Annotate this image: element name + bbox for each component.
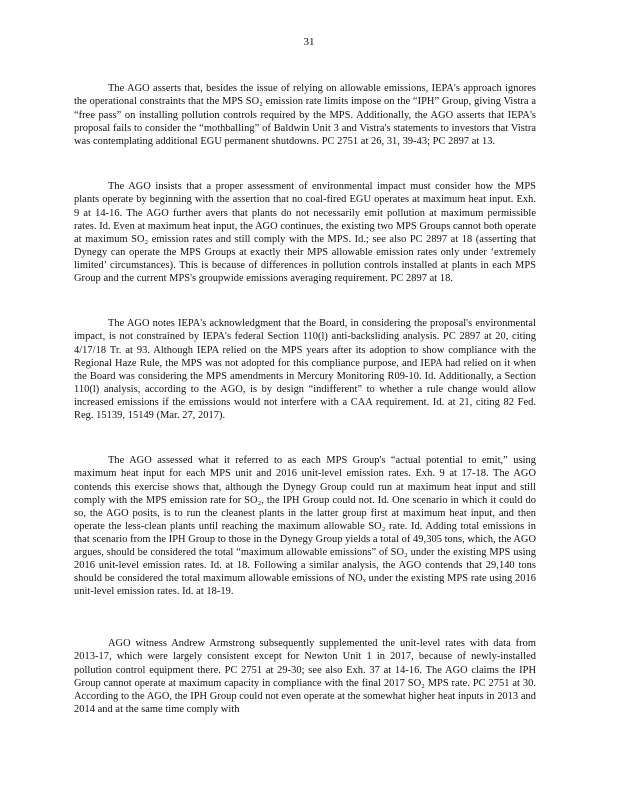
paragraph-1: The AGO asserts that, besides the issue of relying on allowable emissions, IEPA's approach ignores the operational constraints that the MPS SO₂ emission rate limits impose on the “IPH” Group, giving Vistra a “free pass” on installing pollution controls required by the MPS. Additionally, the AGO asserts that IEPA's proposal fails to consider the “mothballing” of Baldwin Unit 3 and Vistra's statements to investors that Vistra was contemplating additional EGU permanent shutdowns. PC 2751 at 26, 31, 39-43; PC 2897 at 13.: [74, 83, 536, 147]
paragraph-3: The AGO notes IEPA's acknowledgment that the Board, in considering the proposal's environmental impact, is not constrained by IEPA's federal Section 110(l) anti-backsliding analysis. PC 2897 at 20, citing 4/17/18 Tr. at 93. Although IEPA relied on the MPS years after its adoption to show compliance with the Regional Haze Rule, the MPS was not adopted for this compliance purpose, and IEPA had relied on it when the Board was considering the MPS amendments in Mercury Monitoring R09-10. Id. Additionally, a Section 110(l) analysis, according to the AGO, is by design “indifferent” to whether a rule change would allow increased emissions if the emissions would not interfere with a CAA requirement. Id. at 21, citing 82 Fed. Reg. 15139, 15149 (Mar. 27, 2017).: [74, 318, 536, 422]
paragraph-5: AGO witness Andrew Armstrong subsequently supplemented the unit-level rates with data from 2013-17, which were largely consistent except for Newton Unit 1 in 2017, because of newly-installed pollution control equipment there. PC 2751 at 29-30; see also Exh. 37 at 14-16. The AGO claims the IPH Group cannot operate at maximum capacity in compliance with the final 2017 SO₂ MPS rate. PC 2751 at 30. According to the AGO, the IPH Group could not even operate at the somewhat higher heat inputs in 2013 and 2014 and at the same time comply with: [74, 638, 536, 715]
page-number: 31: [303, 36, 315, 48]
paragraph-2: The AGO insists that a proper assessment of environmental impact must consider how the MPS plants operate by beginning with the assertion that no coal-fired EGU operates at maximum heat input. Exh. 9 at 14-16. The AGO further avers that plants do not necessarily emit pollution at maximum permissible rates. Id. Even at maximum heat input, the AGO continues, the existing two MPS Groups cannot both operate at maximum SO₂ emission rates and still comply with the MPS. Id.; see also PC 2897 at 18 (asserting that Dynegy can operate the MPS Groups at exactly their MPS allowable emission rates only under ‘extremely limited’ circumstances). This is because of differences in pollution controls installed at plants in each MPS Group and the current MPS's groupwide emissions averaging requirement. PC 2897 at 18.: [74, 181, 536, 285]
paragraph-4: The AGO assessed what it referred to as each MPS Group's “actual potential to emit,” using maximum heat input for each MPS unit and 2016 unit-level emission rates. Exh. 9 at 17-18. The AGO contends this exercise shows that, although the Dynegy Group could run at maximum heat input and still comply with the MPS emission rate for SO₂, the IPH Group could not. Id. One scenario in which it could do so, the AGO posits, is to run the cleanest plants in the latter group first at maximum heat input, and then operate the less-clean plants until reaching the maximum allowable SO₂ rate. Id. Adding total emissions in that scenario from the IPH Group to those in the Dynegy Group yields a total of 49,305 tons, which, the AGO argues, should be considered the total “maximum allowable emissions” of SO₂ under the existing MPS using 2016 unit-level emission rates. Id. at 18. Following a similar analysis, the AGO contends that 29,140 tons should be considered the total maximum allowable emissions of NOₓ under the existing MPS rate using 2016 unit-level emission rates. Id. at 18-19.: [74, 455, 536, 598]
